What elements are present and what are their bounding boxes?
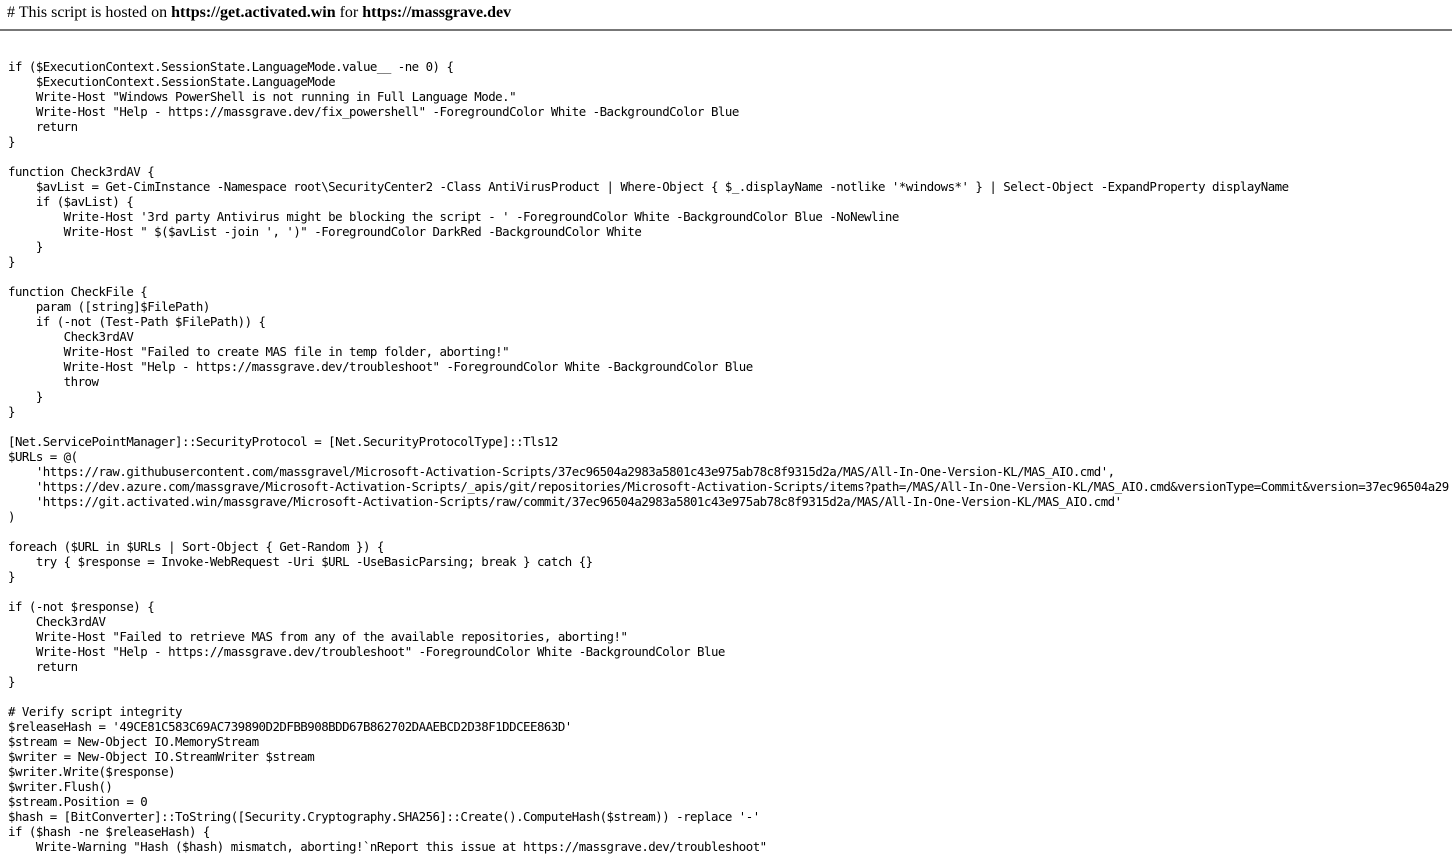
hosting-note <box>7 3 511 23</box>
code-line: throw <box>8 374 99 389</box>
code-line: if ($ExecutionContext.SessionState.LanguageMode.value__ -ne 0) { <box>8 59 454 74</box>
code-line: foreach ($URL in $URLs | Sort-Object { Get-Random }) { <box>8 539 384 554</box>
code-line: function CheckFile { <box>8 284 148 299</box>
code-line: Write-Host '3rd party Antivirus might be blocking the script - ' -ForegroundColor White -BackgroundColor Blue -NoNewline <box>8 209 899 224</box>
code-line: Check3rdAV <box>8 614 106 629</box>
hosting-note-middle: for <box>335 4 363 21</box>
code-line: # Verify script integrity <box>8 704 182 719</box>
code-line: if (-not $response) { <box>8 599 155 614</box>
code-line: Write-Host "Help - https://massgrave.dev/troubleshoot" -ForegroundColor White -BackgroundColor Blue <box>8 359 753 374</box>
code-line: ) <box>8 509 15 524</box>
code-line: Write-Host "Help - https://massgrave.dev/troubleshoot" -ForegroundColor White -BackgroundColor Blue <box>8 644 725 659</box>
code-line: } <box>8 389 43 404</box>
code-line: } <box>8 404 15 419</box>
code-line: [Net.ServicePointManager]::SecurityProtocol = [Net.SecurityProtocolType]::Tls12 <box>8 434 558 449</box>
code-line: $URLs = @( <box>8 449 78 464</box>
code-line: $writer.Write($response) <box>8 764 176 779</box>
code-line: if (-not (Test-Path $FilePath)) { <box>8 314 266 329</box>
code-line: 'https://git.activated.win/massgrave/Microsoft-Activation-Scripts/raw/commit/37ec96504a2983a5801c43e975ab78c8f9315d2a/MAS/All-In-One-Version-KL/MAS_AIO.cmd' <box>8 494 1122 509</box>
code-line: $ExecutionContext.SessionState.LanguageMode <box>8 74 336 89</box>
code-line: } <box>8 134 15 149</box>
code-line: $avList = Get-CimInstance -Namespace root\SecurityCenter2 -Class AntiVirusProduct | Where-Object { $_.displayName -notlike '*windows*' } | Select-Object -ExpandProperty displayName <box>8 179 1289 194</box>
code-line: 'https://dev.azure.com/massgrave/Microsoft-Activation-Scripts/_apis/git/repositories/Microsoft-Activation-Scripts/items?path=/MAS/All-In-One-Version-KL/MAS_AIO.cmd&versionType=Commit&version=37ec96504a29 <box>8 479 1449 494</box>
code-line: return <box>8 119 78 134</box>
code-line: $releaseHash = '49CE81C583C69AC739890D2DFBB908BDD67B862702DAAEBCD2D38F1DDCEE863D' <box>8 719 572 734</box>
code-line: if ($avList) { <box>8 194 134 209</box>
host-url: https://get.activated.win <box>171 4 336 21</box>
code-line: $stream = New-Object IO.MemoryStream <box>8 734 259 749</box>
code-line: $writer = New-Object IO.StreamWriter $stream <box>8 749 315 764</box>
code-line: Write-Host "Windows PowerShell is not running in Full Language Mode." <box>8 89 517 104</box>
code-block <box>8 59 1449 854</box>
horizontal-rule <box>0 29 1452 31</box>
hosting-note-prefix: # This script is hosted on <box>7 4 172 21</box>
code-line: param ([string]$FilePath) <box>8 299 210 314</box>
code-line <box>8 269 1449 284</box>
site-url: https://massgrave.dev <box>362 4 512 21</box>
code-line: if ($hash -ne $releaseHash) { <box>8 824 210 839</box>
code-line: $writer.Flush() <box>8 779 113 794</box>
code-line: Write-Warning "Hash ($hash) mismatch, aborting!`nReport this issue at https://massgrave.dev/troubleshoot" <box>8 839 767 854</box>
code-line <box>8 584 1449 599</box>
code-line <box>8 419 1449 434</box>
code-line: 'https://raw.githubusercontent.com/massgravel/Microsoft-Activation-Scripts/37ec96504a2983a5801c43e975ab78c8f9315d2a/MAS/All-In-One-Version-KL/MAS_AIO.cmd', <box>8 464 1115 479</box>
code-line: Write-Host "Failed to retrieve MAS from any of the available repositories, aborting!" <box>8 629 628 644</box>
code-line: Write-Host "Help - https://massgrave.dev/fix_powershell" -ForegroundColor White -BackgroundColor Blue <box>8 104 739 119</box>
code-line: Write-Host " $($avList -join ', ')" -ForegroundColor DarkRed -BackgroundColor White <box>8 224 642 239</box>
code-line: } <box>8 239 43 254</box>
code-line: $stream.Position = 0 <box>8 794 148 809</box>
code-line: Write-Host "Failed to create MAS file in temp folder, aborting!" <box>8 344 510 359</box>
code-line: Check3rdAV <box>8 329 134 344</box>
code-line: try { $response = Invoke-WebRequest -Uri $URL -UseBasicParsing; break } catch {} <box>8 554 593 569</box>
code-line <box>8 524 1449 539</box>
code-line: function Check3rdAV { <box>8 164 155 179</box>
code-line <box>8 689 1449 704</box>
code-line: } <box>8 674 15 689</box>
code-line: $hash = [BitConverter]::ToString([Security.Cryptography.SHA256]::Create().ComputeHash($stream)) -replace '-' <box>8 809 760 824</box>
code-line: } <box>8 254 15 269</box>
code-line: } <box>8 569 15 584</box>
code-line <box>8 149 1449 164</box>
code-line: return <box>8 659 78 674</box>
